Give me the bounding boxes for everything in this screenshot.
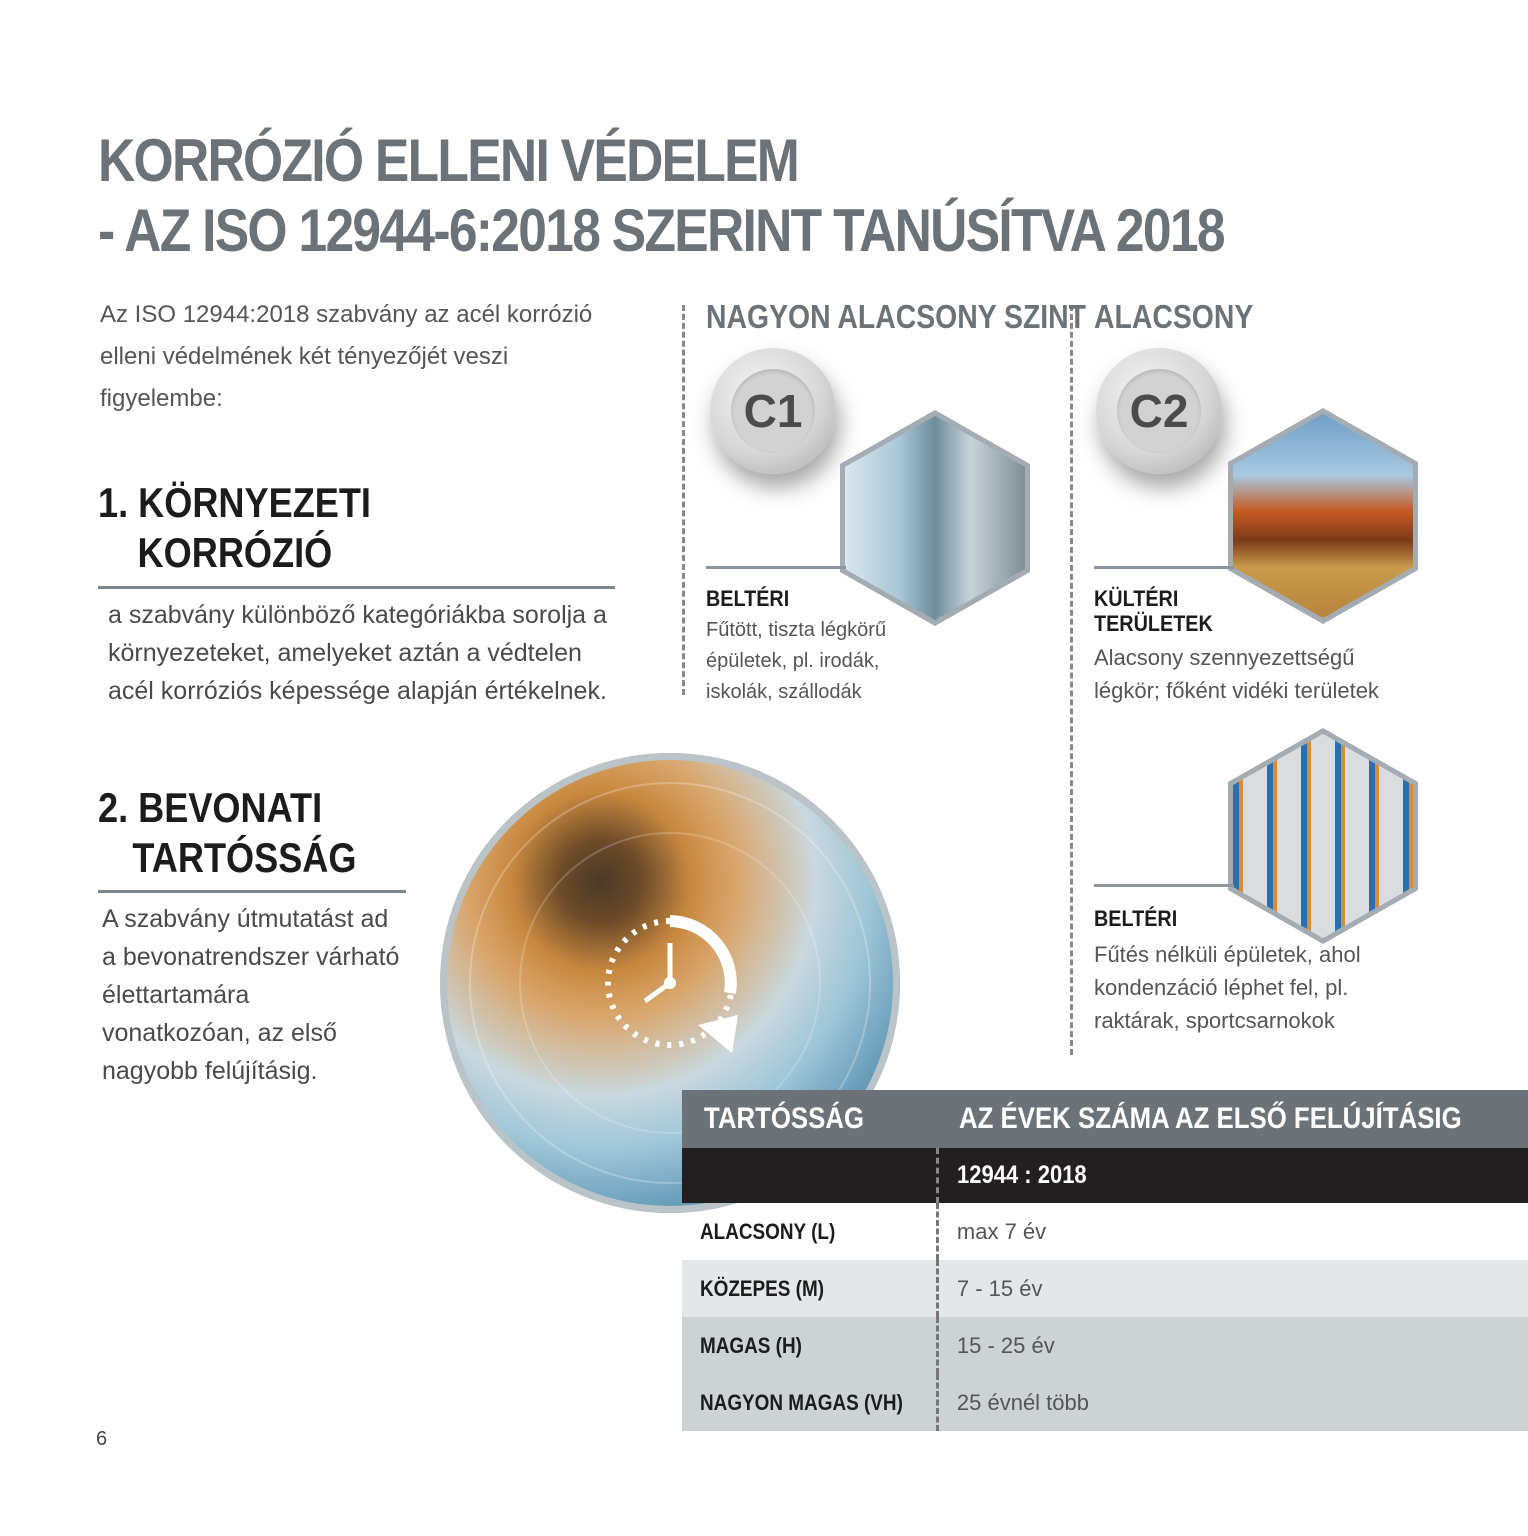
table-subheader-standard: 12944 : 2018 [937, 1148, 1528, 1203]
section2-rule [98, 890, 406, 893]
page-title-line1: KORRÓZIÓ ELLENI VÉDELEM [98, 127, 799, 194]
level2-badge-label: C2 [1117, 369, 1201, 453]
table-header-row [682, 1090, 1528, 1148]
section2-heading [98, 783, 356, 883]
level2-cat1-desc: Alacsony szennyezettségű légkör; főként vidéki területek [1094, 645, 1379, 703]
section2-text: A szabvány útmutatást ad a bevonatrendszer várható élettartamára vonatkozóan, az első nagyobb felújításig. [102, 905, 400, 1085]
page-number: 6 [96, 1428, 108, 1450]
level1-title: NAGYON ALACSONY SZINT [706, 298, 1086, 335]
section1-heading [98, 478, 371, 578]
table-cell-level: KÖZEPES (M) [682, 1260, 937, 1317]
level1-cat1-label: BELTÉRI [706, 586, 790, 611]
table-header-durability: TARTÓSSÁG [682, 1090, 937, 1148]
table-subheader-row [682, 1148, 1528, 1203]
section1-text: a szabvány különböző kategóriákba sorolja a környezeteket, amelyeket aztán a védtelen acél korróziós képessége alapján értékelnek. [108, 601, 607, 705]
level1-cat1-desc: Fűtött, tiszta légkörű épületek, pl. irodák, iskolák, szállodák [706, 619, 887, 703]
column-divider-left [682, 305, 685, 695]
table-cell-level: MAGAS (H) [682, 1317, 937, 1374]
column-divider-middle [1070, 305, 1073, 1055]
level2-cat1-label-line1: KÜLTÉRI [1094, 586, 1179, 611]
table-cell-years: max 7 év [937, 1203, 1528, 1260]
section2-number: 2. [98, 784, 129, 831]
section2-heading-line2: TARTÓSSÁG [132, 834, 357, 881]
level1-badge [710, 348, 836, 474]
level2-cat2-rule [1094, 884, 1234, 887]
warehouse-hex-frame [1228, 728, 1418, 944]
page-title-line2: - AZ ISO 12944-6:2018 SZERINT TANÚSÍTVA 2018 [98, 197, 1224, 264]
page-title [98, 126, 1224, 266]
level1-cat1-rule [706, 566, 846, 569]
level2-cat1-label [1094, 586, 1213, 636]
durability-table [682, 1090, 1528, 1431]
table-cell-years: 7 - 15 év [937, 1260, 1528, 1317]
section1-rule [98, 586, 615, 589]
level2-cat2-desc: Fűtés nélküli épületek, ahol kondenzáció léphet fel, pl. raktárak, sportcsarnokok [1094, 942, 1361, 1033]
level2-badge [1096, 348, 1222, 474]
level2-cat2-label: BELTÉRI [1094, 906, 1178, 931]
table-cell-level: ALACSONY (L) [700, 1218, 836, 1244]
section1-heading-line2: KORRÓZIÓ [137, 529, 333, 576]
office-hex-frame [840, 410, 1030, 626]
level1-badge-label: C1 [731, 369, 815, 453]
tractor-field-image [1233, 414, 1413, 618]
tractor-hex-frame [1228, 408, 1418, 624]
table-row [682, 1317, 1528, 1374]
table-subheader-empty [682, 1148, 937, 1203]
table-row [682, 1260, 1528, 1317]
warehouse-image [1233, 734, 1413, 938]
section1-heading-line1: KÖRNYEZETI [138, 479, 371, 526]
level2-cat1-label-line2: TERÜLETEK [1094, 611, 1213, 636]
level2-title: ALACSONY [1094, 298, 1254, 335]
office-interior-image [845, 416, 1025, 620]
table-cell-years: 25 évnél több [937, 1374, 1528, 1431]
table-row [682, 1203, 1528, 1260]
intro-text: Az ISO 12944:2018 szabvány az acél korrózió elleni védelmének két tényezőjét veszi figyelembe: [100, 301, 593, 412]
section1-number: 1. [98, 479, 129, 526]
table-cell-level: NAGYON MAGAS (VH) [682, 1374, 937, 1431]
table-row [682, 1374, 1528, 1431]
section2-heading-line1: BEVONATI [138, 784, 323, 831]
table-header-years: AZ ÉVEK SZÁMA AZ ELSŐ FELÚJÍTÁSIG [937, 1090, 1528, 1148]
table-cell-years: 15 - 25 év [937, 1317, 1528, 1374]
level2-cat1-rule [1094, 566, 1234, 569]
